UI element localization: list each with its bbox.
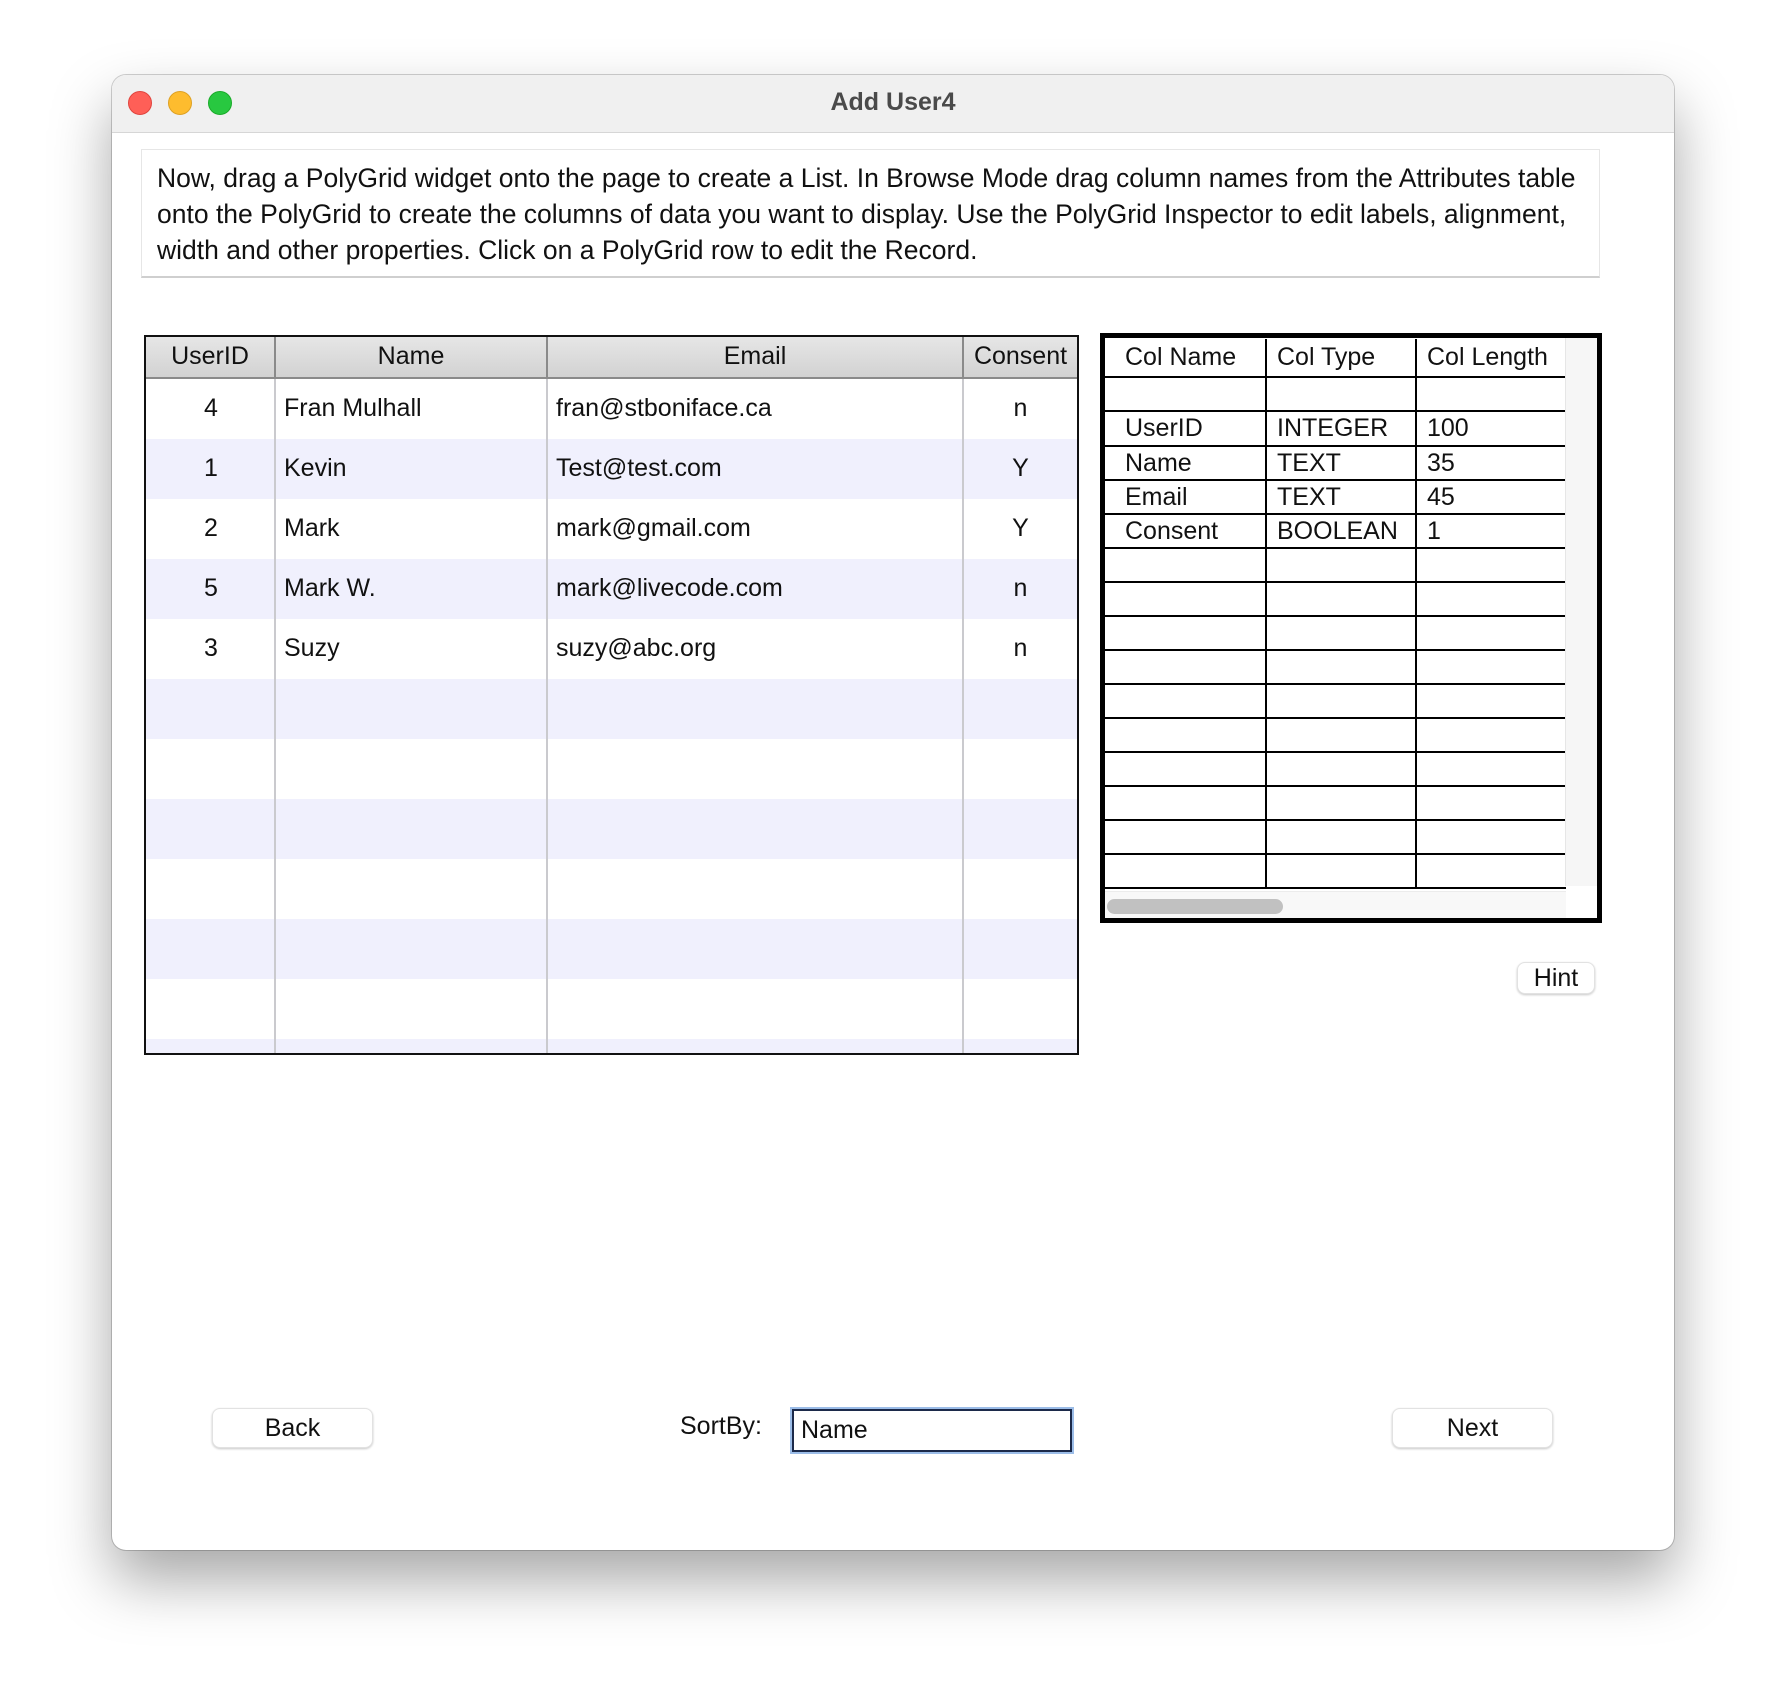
attr-col-name: [1106, 753, 1267, 785]
cell-email: Test@test.com: [556, 454, 722, 482]
cell-name: Mark W.: [284, 574, 376, 602]
sortby-label: SortBy:: [680, 1412, 762, 1440]
hint-button[interactable]: Hint: [1517, 962, 1595, 994]
attributes-column-header: Col Type: [1267, 339, 1417, 376]
attr-col-name: [1106, 583, 1267, 615]
horizontal-scrollbar[interactable]: [1105, 891, 1566, 920]
column-header-consent[interactable]: Consent: [973, 342, 1068, 370]
cell-email: mark@livecode.com: [556, 574, 783, 602]
instructions-field: Now, drag a PolyGrid widget onto the page to create a List. In Browse Mode drag column names from the Attributes table onto the PolyGrid to create the columns of data you want to display. Use the PolyGrid Inspector to edit labels, alignment, width and other properties. Click on a PolyGrid row to edit the Record.: [141, 149, 1600, 278]
attr-col-length: [1417, 583, 1566, 615]
attr-col-length: [1417, 753, 1566, 785]
attr-col-length: 45: [1427, 482, 1455, 511]
empty-table-row[interactable]: [146, 739, 1077, 799]
attr-col-type: BOOLEAN: [1267, 515, 1417, 547]
attributes-row[interactable]: [1105, 685, 1566, 719]
table-row[interactable]: [146, 619, 1077, 679]
attr-col-length: [1417, 855, 1566, 887]
attributes-row[interactable]: [1105, 821, 1566, 855]
empty-table-row[interactable]: [146, 919, 1077, 979]
attr-col-name: UserID: [1106, 412, 1267, 445]
cell-consent: n: [1013, 394, 1028, 422]
attr-col-type: [1267, 549, 1417, 581]
users-grid-body: [146, 379, 1077, 1053]
sortby-input[interactable]: [792, 1409, 1072, 1452]
cell-userid: 2: [204, 514, 218, 542]
attr-col-type: [1267, 685, 1417, 717]
cell-name: Suzy: [284, 634, 340, 662]
cell-name: Fran Mulhall: [284, 394, 422, 422]
attr-col-length: 1: [1427, 516, 1441, 545]
cell-userid: 1: [204, 454, 218, 482]
column-divider: [546, 379, 548, 1053]
attributes-row[interactable]: [1105, 617, 1566, 651]
attr-col-type: [1267, 378, 1417, 410]
attr-col-length: 35: [1427, 448, 1455, 477]
cell-email: fran@stboniface.ca: [556, 394, 772, 422]
cell-consent: n: [1013, 634, 1028, 662]
window-title: Add User4: [830, 88, 956, 116]
column-divider: [274, 379, 276, 1053]
attr-col-length: [1417, 685, 1566, 717]
attr-col-type: TEXT: [1267, 481, 1417, 513]
attributes-row[interactable]: [1105, 447, 1566, 481]
cell-consent: Y: [1012, 454, 1029, 482]
attributes-header-row: [1105, 339, 1566, 378]
attributes-row[interactable]: [1105, 515, 1566, 549]
attr-col-name: [1106, 651, 1267, 683]
table-row[interactable]: [146, 559, 1077, 619]
attr-col-type: [1267, 583, 1417, 615]
cell-consent: Y: [1012, 514, 1029, 542]
attr-col-length: [1417, 617, 1566, 649]
empty-table-row[interactable]: [146, 799, 1077, 859]
attributes-column-header: Col Name: [1106, 339, 1267, 376]
app-window: [112, 75, 1674, 1550]
title-bar: [112, 75, 1674, 133]
users-grid-header: [146, 337, 1077, 379]
attributes-row[interactable]: [1105, 855, 1566, 889]
column-header-name[interactable]: Name: [276, 337, 548, 377]
attr-col-type: [1267, 855, 1417, 887]
table-row[interactable]: [146, 439, 1077, 499]
attr-col-length: [1417, 549, 1566, 581]
attr-col-type: [1267, 753, 1417, 785]
attributes-row[interactable]: [1105, 719, 1566, 753]
attr-col-name: [1106, 685, 1267, 717]
back-button[interactable]: Back: [212, 1408, 373, 1448]
cell-email: suzy@abc.org: [556, 634, 717, 662]
column-header-email[interactable]: Email: [548, 337, 964, 377]
cell-userid: 5: [204, 574, 218, 602]
cell-consent: n: [1013, 574, 1028, 602]
attr-col-type: TEXT: [1267, 447, 1417, 479]
attributes-column-header: Col Length: [1427, 343, 1548, 371]
attr-col-name: [1106, 719, 1267, 751]
attr-col-name: Name: [1106, 447, 1267, 479]
empty-table-row[interactable]: [146, 679, 1077, 739]
attr-col-length: [1417, 719, 1566, 751]
attr-col-type: [1267, 821, 1417, 853]
cell-name: Mark: [284, 514, 340, 542]
attr-col-name: [1106, 378, 1267, 410]
attr-col-name: Email: [1106, 481, 1267, 513]
cell-email: mark@gmail.com: [556, 514, 751, 542]
attr-col-name: [1106, 787, 1267, 819]
attr-col-type: [1267, 787, 1417, 819]
attr-col-name: [1106, 617, 1267, 649]
attributes-row[interactable]: [1105, 549, 1566, 583]
attr-col-type: INTEGER: [1267, 412, 1417, 445]
attr-col-length: [1417, 787, 1566, 819]
attributes-table[interactable]: [1100, 333, 1602, 923]
table-row[interactable]: [146, 379, 1077, 439]
attr-col-type: [1267, 651, 1417, 683]
table-row[interactable]: [146, 499, 1077, 559]
attributes-row[interactable]: [1105, 753, 1566, 787]
column-header-userid[interactable]: UserID: [146, 337, 276, 377]
attr-col-length: [1417, 378, 1566, 410]
attr-col-type: [1267, 617, 1417, 649]
users-polygrid[interactable]: [144, 335, 1079, 1055]
cell-userid: 4: [204, 394, 218, 422]
attr-col-name: [1106, 549, 1267, 581]
attributes-row[interactable]: [1105, 651, 1566, 685]
attr-col-name: Consent: [1106, 515, 1267, 547]
attr-col-type: [1267, 719, 1417, 751]
attr-col-name: [1106, 821, 1267, 853]
empty-table-row[interactable]: [146, 979, 1077, 1039]
vertical-scrollbar-track[interactable]: [1565, 338, 1597, 886]
cell-userid: 3: [204, 634, 218, 662]
empty-table-row[interactable]: [146, 859, 1077, 919]
attr-col-length: [1417, 821, 1566, 853]
horizontal-scrollbar-thumb[interactable]: [1107, 899, 1283, 914]
attributes-row[interactable]: [1105, 787, 1566, 821]
attr-col-length: 100: [1427, 414, 1469, 442]
column-divider: [962, 379, 964, 1053]
next-button[interactable]: Next: [1392, 1408, 1553, 1448]
attributes-row[interactable]: [1105, 378, 1566, 412]
cell-name: Kevin: [284, 454, 347, 482]
attributes-row[interactable]: [1105, 481, 1566, 515]
attributes-row[interactable]: [1105, 583, 1566, 617]
attr-col-length: [1417, 651, 1566, 683]
attr-col-name: [1106, 855, 1267, 887]
attributes-row[interactable]: [1105, 412, 1566, 447]
empty-table-row[interactable]: [146, 1039, 1077, 1055]
